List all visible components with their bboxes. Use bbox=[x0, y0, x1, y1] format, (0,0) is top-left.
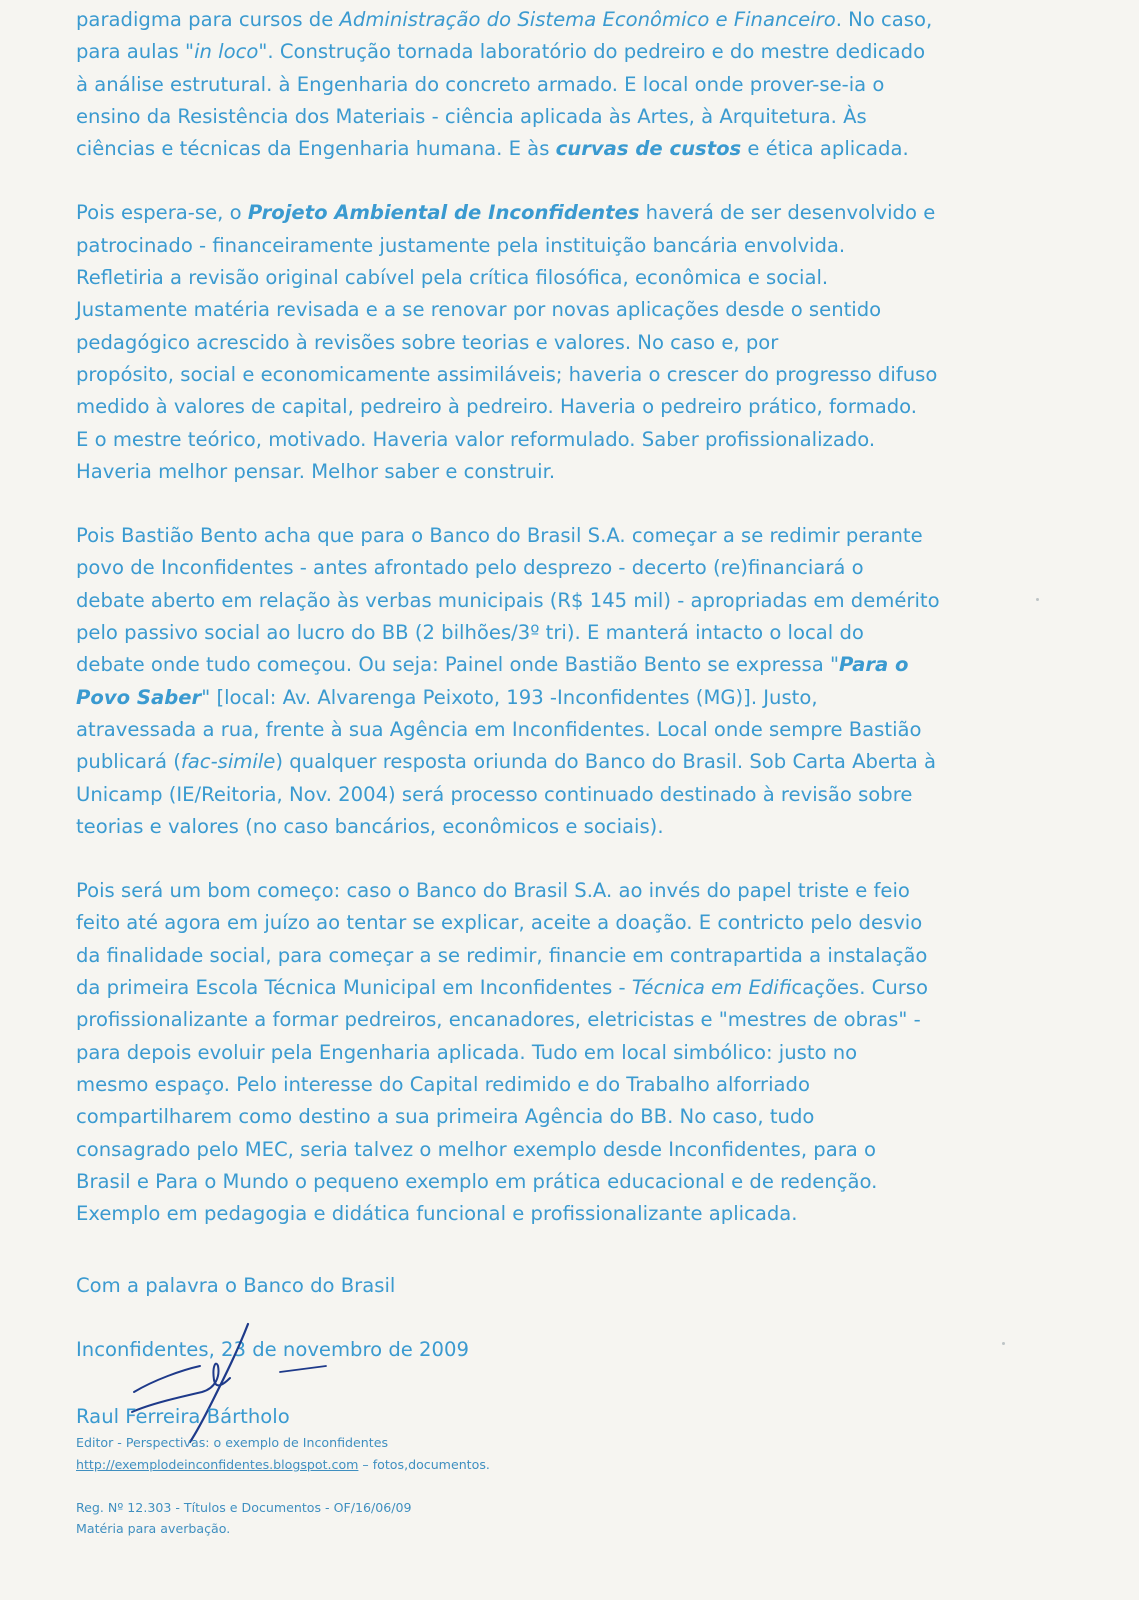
text-line bbox=[76, 391, 1036, 423]
text-line bbox=[76, 101, 1036, 133]
text-run: . No caso, bbox=[835, 8, 933, 31]
text-run: feito até agora em juízo ao tentar se explicar, aceite a doação. E contricto pelo desvio bbox=[76, 911, 923, 935]
paragraph bbox=[76, 4, 1036, 165]
text-run: Refletiria a revisão original cabível pela crítica filosófica, econômica e social. bbox=[76, 266, 829, 290]
text-line bbox=[76, 907, 1036, 939]
text-line bbox=[76, 327, 1036, 359]
text-line bbox=[76, 552, 1036, 584]
text-run: cações. Curso bbox=[791, 976, 929, 1000]
text-line bbox=[76, 875, 1036, 907]
text-line bbox=[76, 649, 1036, 681]
text-run: à análise estrutural. à Engenharia do concreto armado. E local onde prover-se-ia o bbox=[76, 72, 885, 96]
text-line bbox=[76, 294, 1036, 326]
text-line bbox=[76, 520, 1036, 552]
text-run: Brasil e Para o Mundo o pequeno exemplo em prática educacional e de redenção. bbox=[76, 1169, 878, 1193]
text-run: compartilharem como destino a sua primeira Agência do BB. No caso, tudo bbox=[76, 1105, 815, 1129]
text-run: Pois Bastião Bento acha que para o Banco do Brasil S.A. começar a se redimir perante bbox=[76, 524, 923, 548]
registration-line: Reg. Nº 12.303 - Títulos e Documentos - OF/16/06/09 bbox=[76, 1500, 412, 1515]
text-run: debate onde tudo começou. Ou seja: Painel onde Bastião Bento se expressa " bbox=[76, 653, 839, 677]
text-run: paradigma para cursos de bbox=[76, 8, 340, 31]
text-line bbox=[76, 4, 1036, 36]
text-run: E o mestre teórico, motivado. Haveria valor reformulado. Saber profissionalizado. bbox=[76, 427, 876, 451]
text-line bbox=[76, 779, 1036, 811]
italic-run: fac-simile bbox=[180, 750, 276, 774]
text-line bbox=[76, 1004, 1036, 1036]
text-run: ensino da Resistência dos Materiais - ciência aplicada às Artes, à Arquitetura. Às bbox=[76, 104, 867, 128]
text-run: Pois espera-se, o bbox=[76, 201, 248, 225]
paragraph-gap bbox=[76, 165, 1036, 197]
text-run: ) qualquer resposta oriunda do Banco do Brasil. Sob Carta Aberta à bbox=[275, 750, 937, 774]
bold-italic-run: Povo Saber bbox=[76, 685, 202, 709]
signer-name: Raul Ferreira Bártholo bbox=[76, 1405, 290, 1428]
text-line bbox=[76, 746, 1036, 778]
italic-run: Técnica em Edifi bbox=[631, 976, 792, 1000]
text-run: teorias e valores (no caso bancários, econômicos e sociais). bbox=[76, 814, 664, 838]
text-run: medido à valores de capital, pedreiro à pedreiro. Haveria o pedreiro prático, formado. bbox=[76, 395, 918, 419]
text-line bbox=[76, 424, 1036, 456]
text-run: e ética aplicada. bbox=[741, 137, 909, 161]
text-line bbox=[76, 133, 1036, 165]
bold-italic-run: Projeto Ambiental de Inconfidentes bbox=[247, 201, 640, 225]
text-line bbox=[76, 972, 1036, 1004]
text-line bbox=[76, 197, 1036, 229]
paragraph bbox=[76, 520, 1036, 843]
text-line bbox=[76, 1101, 1036, 1133]
blog-url-link[interactable]: http://exemplodeinconfidentes.blogspot.com bbox=[76, 1457, 359, 1472]
paper-speck bbox=[1002, 1342, 1005, 1345]
text-line bbox=[76, 617, 1036, 649]
text-run: Justamente matéria revisada e a se renovar por novas aplicações desde o sentido bbox=[76, 298, 882, 322]
text-run: ". Construção tornada laboratório do pedreiro e do mestre dedicado bbox=[258, 40, 926, 64]
closing-line: Com a palavra o Banco do Brasil bbox=[76, 1274, 396, 1297]
text-run: patrocinado - financeiramente justamente pela instituição bancária envolvida. bbox=[76, 233, 846, 257]
text-run: povo de Inconfidentes - antes afrontado pelo desprezo - decerto (re)financiará o bbox=[76, 556, 864, 580]
text-line bbox=[76, 359, 1036, 391]
text-run: propósito, social e economicamente assimiláveis; haveria o crescer do progresso difuso bbox=[76, 362, 938, 386]
text-line bbox=[76, 230, 1036, 262]
text-line bbox=[76, 1134, 1036, 1166]
text-line bbox=[76, 456, 1036, 488]
text-run: publicará ( bbox=[76, 750, 181, 774]
text-run: ciências e técnicas da Engenharia humana. E às bbox=[76, 137, 556, 161]
paragraph-gap bbox=[76, 488, 1036, 520]
text-line bbox=[76, 585, 1036, 617]
text-line bbox=[76, 940, 1036, 972]
blog-link-line bbox=[76, 1457, 490, 1472]
paper-speck bbox=[1036, 598, 1039, 601]
note-line: Matéria para averbação. bbox=[76, 1521, 231, 1536]
text-line bbox=[76, 36, 1036, 68]
text-run: atravessada a rua, frente à sua Agência em Inconfidentes. Local onde sempre Bastião bbox=[76, 717, 922, 741]
text-run: Haveria melhor pensar. Melhor saber e construir. bbox=[76, 459, 556, 483]
paragraph bbox=[76, 197, 1036, 488]
italic-run: in loco bbox=[194, 40, 259, 64]
italic-run: Administração do Sistema Econômico e Financeiro bbox=[339, 8, 836, 31]
text-run: profissionalizante a formar pedreiros, encanadores, eletricistas e "mestres de obras" - bbox=[76, 1008, 921, 1032]
text-line bbox=[76, 682, 1036, 714]
text-run: consagrado pelo MEC, seria talvez o melhor exemplo desde Inconfidentes, para o bbox=[76, 1137, 877, 1161]
text-run: haverá de ser desenvolvido e bbox=[639, 201, 936, 225]
text-run: para aulas " bbox=[76, 40, 195, 64]
text-line bbox=[76, 1198, 1036, 1230]
text-line bbox=[76, 1166, 1036, 1198]
text-run: pedagógico acrescido à revisões sobre teorias e valores. No caso e, por bbox=[76, 330, 779, 354]
blog-url-suffix: – fotos,documentos. bbox=[358, 1457, 490, 1472]
text-line bbox=[76, 1069, 1036, 1101]
editor-line: Editor - Perspectivas: o exemplo de Inconfidentes bbox=[76, 1435, 389, 1450]
text-run: da finalidade social, para começar a se redimir, financie em contrapartida a instalação bbox=[76, 943, 928, 967]
text-run: Unicamp (IE/Reitoria, Nov. 2004) será processo continuado destinado à revisão sobre bbox=[76, 782, 913, 806]
bold-italic-run: curvas de custos bbox=[555, 137, 742, 161]
text-run: Exemplo em pedagogia e didática funcional e profissionalizante aplicada. bbox=[76, 1202, 798, 1226]
text-run: mesmo espaço. Pelo interesse do Capital redimido e do Trabalho alforriado bbox=[76, 1072, 810, 1096]
bold-italic-run: Para o bbox=[839, 653, 909, 677]
text-run: Pois será um bom começo: caso o Banco do Brasil S.A. ao invés do papel triste e feio bbox=[76, 879, 910, 903]
text-line bbox=[76, 1037, 1036, 1069]
text-run: pelo passivo social ao lucro do BB (2 bilhões/3º tri). E manterá intacto o local do bbox=[76, 621, 864, 645]
text-run: " [local: Av. Alvarenga Peixoto, 193 -Inconfidentes (MG)]. Justo, bbox=[201, 685, 818, 709]
text-run: da primeira Escola Técnica Municipal em Inconfidentes - bbox=[76, 976, 632, 1000]
text-run: debate aberto em relação às verbas municipais (R$ 145 mil) - apropriadas em demérito bbox=[76, 588, 940, 612]
place-date: Inconfidentes, 23 de novembro de 2009 bbox=[76, 1338, 469, 1361]
text-run: para depois evoluir pela Engenharia aplicada. Tudo em local simbólico: justo no bbox=[76, 1040, 858, 1064]
paragraph-gap bbox=[76, 843, 1036, 875]
text-line bbox=[76, 714, 1036, 746]
text-line bbox=[76, 69, 1036, 101]
text-line bbox=[76, 811, 1036, 843]
text-line bbox=[76, 262, 1036, 294]
paragraph bbox=[76, 875, 1036, 1230]
letter-body bbox=[76, 4, 1036, 1230]
